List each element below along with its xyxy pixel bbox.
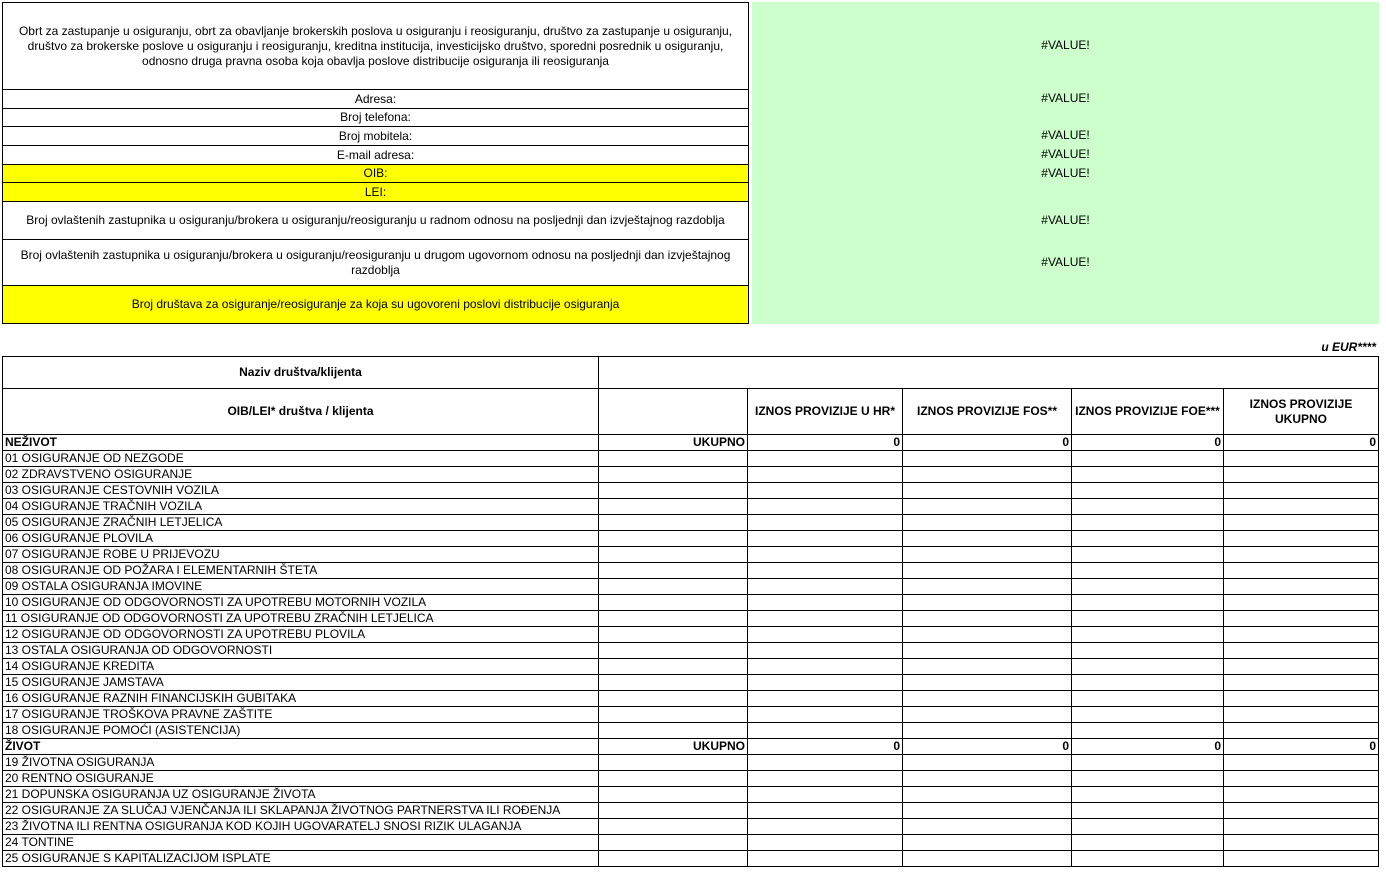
hr-cell[interactable] — [748, 499, 903, 515]
fos-cell[interactable] — [903, 803, 1072, 819]
table-row — [3, 467, 1379, 483]
total-cell[interactable] — [1224, 675, 1379, 691]
hr-cell[interactable] — [748, 467, 903, 483]
class-label: 03 OSIGURANJE CESTOVNIH VOZILA — [3, 483, 599, 499]
life-section-total-sum: 0 — [1224, 739, 1379, 755]
column-header-row — [3, 389, 1379, 435]
hr-cell[interactable] — [748, 595, 903, 611]
fos-cell[interactable] — [903, 675, 1072, 691]
hr-cell[interactable] — [748, 691, 903, 707]
hr-cell[interactable] — [748, 723, 903, 739]
table-row — [3, 579, 1379, 595]
life-section-row — [3, 739, 1379, 755]
foe-cell[interactable] — [1072, 483, 1224, 499]
col-header-total: IZNOS PROVIZIJE UKUPNO — [1224, 389, 1379, 435]
total-cell[interactable] — [1224, 483, 1379, 499]
hr-cell[interactable] — [748, 803, 903, 819]
foe-cell[interactable] — [1072, 499, 1224, 515]
life-section-hr-sum: 0 — [748, 739, 903, 755]
foe-cell[interactable] — [1072, 547, 1224, 563]
total-cell[interactable] — [1224, 515, 1379, 531]
life-section-fos-sum: 0 — [903, 739, 1072, 755]
oib-cell[interactable] — [599, 547, 748, 563]
oib-label: OIB: — [3, 165, 748, 183]
hr-cell[interactable] — [748, 627, 903, 643]
mobile-value[interactable]: #VALUE! — [1041, 128, 1090, 142]
foe-cell[interactable] — [1072, 627, 1224, 643]
fos-cell[interactable] — [903, 707, 1072, 723]
table-row — [3, 547, 1379, 563]
entity-type-value[interactable]: #VALUE! — [1041, 38, 1090, 52]
total-cell[interactable] — [1224, 851, 1379, 867]
foe-cell[interactable] — [1072, 771, 1224, 787]
table-row — [3, 755, 1379, 771]
total-cell[interactable] — [1224, 579, 1379, 595]
oib-cell[interactable] — [599, 787, 748, 803]
foe-cell[interactable] — [1072, 675, 1224, 691]
class-label: 14 OSIGURANJE KREDITA — [3, 659, 599, 675]
fos-cell[interactable] — [903, 851, 1072, 867]
total-cell[interactable] — [1224, 803, 1379, 819]
commission-table — [2, 356, 1379, 867]
class-label: 07 OSIGURANJE ROBE U PRIJEVOZU — [3, 547, 599, 563]
total-cell[interactable] — [1224, 707, 1379, 723]
total-cell[interactable] — [1224, 547, 1379, 563]
foe-cell[interactable] — [1072, 851, 1224, 867]
fos-cell[interactable] — [903, 531, 1072, 547]
oib-cell[interactable] — [599, 835, 748, 851]
foe-cell[interactable] — [1072, 467, 1224, 483]
table-row — [3, 627, 1379, 643]
oib-cell[interactable] — [599, 707, 748, 723]
oib-value[interactable]: #VALUE! — [1041, 165, 1090, 180]
table-row — [3, 595, 1379, 611]
fos-cell[interactable] — [903, 835, 1072, 851]
table-row — [3, 771, 1379, 787]
oib-cell[interactable] — [599, 579, 748, 595]
fos-cell[interactable] — [903, 547, 1072, 563]
fos-cell[interactable] — [903, 627, 1072, 643]
hr-cell[interactable] — [748, 531, 903, 547]
hr-cell[interactable] — [748, 611, 903, 627]
foe-cell[interactable] — [1072, 563, 1224, 579]
foe-cell[interactable] — [1072, 707, 1224, 723]
class-label: 19 ŽIVOTNA OSIGURANJA — [3, 755, 599, 771]
oib-cell[interactable] — [599, 755, 748, 771]
table-row — [3, 515, 1379, 531]
total-cell[interactable] — [1224, 627, 1379, 643]
fos-cell[interactable] — [903, 755, 1072, 771]
total-cell[interactable] — [1224, 835, 1379, 851]
total-cell[interactable] — [1224, 819, 1379, 835]
foe-cell[interactable] — [1072, 819, 1224, 835]
table-row — [3, 563, 1379, 579]
oib-cell[interactable] — [599, 467, 748, 483]
hr-cell[interactable] — [748, 851, 903, 867]
total-cell[interactable] — [1224, 643, 1379, 659]
oib-cell[interactable] — [599, 451, 748, 467]
oib-cell[interactable] — [599, 771, 748, 787]
client-name-row — [3, 357, 1379, 389]
class-label: 06 OSIGURANJE PLOVILA — [3, 531, 599, 547]
class-label: 24 TONTINE — [3, 835, 599, 851]
foe-cell[interactable] — [1072, 611, 1224, 627]
total-cell[interactable] — [1224, 467, 1379, 483]
col-header-fos: IZNOS PROVIZIJE FOS** — [903, 389, 1072, 435]
table-row — [3, 835, 1379, 851]
table-row — [3, 723, 1379, 739]
foe-cell[interactable] — [1072, 803, 1224, 819]
total-cell[interactable] — [1224, 595, 1379, 611]
currency-unit-note: u EUR**** — [1321, 340, 1376, 354]
total-cell[interactable] — [1224, 787, 1379, 803]
fos-cell[interactable] — [903, 611, 1072, 627]
foe-cell[interactable] — [1072, 787, 1224, 803]
foe-cell[interactable] — [1072, 723, 1224, 739]
class-label: 09 OSTALA OSIGURANJA IMOVINE — [3, 579, 599, 595]
class-label: 12 OSIGURANJE OD ODGOVORNOSTI ZA UPOTREBU PLOVILA — [3, 627, 599, 643]
foe-cell[interactable] — [1072, 691, 1224, 707]
client-oib-input[interactable] — [599, 389, 748, 435]
hr-cell[interactable] — [748, 755, 903, 771]
entity-type-label: Obrt za zastupanje u osiguranju, obrt za obavljanje brokerskih poslova u osiguranju i reosiguranju, društvo za zastupanje u osiguranju, društvo za brokerske poslove u osiguranju i reosiguranju, kreditna institucija, investicijsko društvo, sporedni posrednik u osiguranju, odnosno druga pravna osoba koja obavlja poslove distribucije osiguranja ili reosiguranja — [3, 3, 748, 90]
fos-cell[interactable] — [903, 515, 1072, 531]
fos-cell[interactable] — [903, 723, 1072, 739]
foe-cell[interactable] — [1072, 755, 1224, 771]
hr-cell[interactable] — [748, 787, 903, 803]
table-row — [3, 787, 1379, 803]
total-cell[interactable] — [1224, 531, 1379, 547]
nonlife-section-row — [3, 435, 1379, 451]
foe-cell[interactable] — [1072, 579, 1224, 595]
fos-cell[interactable] — [903, 499, 1072, 515]
oib-cell[interactable] — [599, 595, 748, 611]
oib-cell[interactable] — [599, 691, 748, 707]
foe-cell[interactable] — [1072, 835, 1224, 851]
oib-cell[interactable] — [599, 611, 748, 627]
entity-info-values — [752, 2, 1379, 324]
oib-cell[interactable] — [599, 851, 748, 867]
foe-cell[interactable] — [1072, 595, 1224, 611]
oib-cell[interactable] — [599, 723, 748, 739]
phone-value[interactable] — [752, 108, 1379, 126]
insurers-count-value[interactable] — [752, 285, 1379, 322]
class-label: 17 OSIGURANJE TROŠKOVA PRAVNE ZAŠTITE — [3, 707, 599, 723]
fos-cell[interactable] — [903, 595, 1072, 611]
table-row — [3, 643, 1379, 659]
table-row — [3, 819, 1379, 835]
client-name-input[interactable] — [599, 357, 1379, 389]
class-label: 05 OSIGURANJE ZRAČNIH LETJELICA — [3, 515, 599, 531]
insurers-count-label: Broj društava za osiguranje/reosiguranje za koja su ugovoreni poslovi distribucije osiguranja — [3, 286, 748, 323]
oib-cell[interactable] — [599, 643, 748, 659]
oib-cell[interactable] — [599, 499, 748, 515]
class-label: 16 OSIGURANJE RAZNIH FINANCIJSKIH GUBITAKA — [3, 691, 599, 707]
class-label: 20 RENTNO OSIGURANJE — [3, 771, 599, 787]
oib-cell[interactable] — [599, 627, 748, 643]
fos-cell[interactable] — [903, 467, 1072, 483]
table-row — [3, 691, 1379, 707]
col-header-hr: IZNOS PROVIZIJE U HR* — [748, 389, 903, 435]
class-label: 11 OSIGURANJE OD ODGOVORNOSTI ZA UPOTREBU ZRAČNIH LETJELICA — [3, 611, 599, 627]
class-label: 04 OSIGURANJE TRAČNIH VOZILA — [3, 499, 599, 515]
hr-cell[interactable] — [748, 643, 903, 659]
class-label: 15 OSIGURANJE JAMSTAVA — [3, 675, 599, 691]
table-row — [3, 611, 1379, 627]
class-label: 10 OSIGURANJE OD ODGOVORNOSTI ZA UPOTREBU MOTORNIH VOZILA — [3, 595, 599, 611]
class-label: 01 OSIGURANJE OD NEZGODE — [3, 451, 599, 467]
total-cell[interactable] — [1224, 499, 1379, 515]
class-label: 21 DOPUNSKA OSIGURANJA UZ OSIGURANJE ŽIVOTA — [3, 787, 599, 803]
hr-cell[interactable] — [748, 563, 903, 579]
client-oib-label: OIB/LEI* društva / klijenta — [3, 389, 599, 435]
foe-cell[interactable] — [1072, 643, 1224, 659]
total-cell[interactable] — [1224, 723, 1379, 739]
hr-cell[interactable] — [748, 547, 903, 563]
oib-cell[interactable] — [599, 531, 748, 547]
fos-cell[interactable] — [903, 451, 1072, 467]
nonlife-section-label: NEŽIVOT — [3, 435, 599, 451]
hr-cell[interactable] — [748, 579, 903, 595]
address-value[interactable]: #VALUE! — [1041, 91, 1090, 105]
hr-cell[interactable] — [748, 707, 903, 723]
fos-cell[interactable] — [903, 483, 1072, 499]
life-section-label: ŽIVOT — [3, 739, 599, 755]
client-name-label: Naziv društva/klijenta — [3, 357, 599, 389]
total-cell[interactable] — [1224, 563, 1379, 579]
class-label: 13 OSTALA OSIGURANJA OD ODGOVORNOSTI — [3, 643, 599, 659]
nonlife-section-foe-sum: 0 — [1072, 435, 1224, 451]
class-label: 18 OSIGURANJE POMOĆI (ASISTENCIJA) — [3, 723, 599, 739]
table-row — [3, 675, 1379, 691]
hr-cell[interactable] — [748, 835, 903, 851]
total-cell[interactable] — [1224, 691, 1379, 707]
hr-cell[interactable] — [748, 771, 903, 787]
fos-cell[interactable] — [903, 659, 1072, 675]
email-value[interactable]: #VALUE! — [1041, 147, 1090, 161]
agents-contract-value[interactable]: #VALUE! — [1041, 254, 1090, 269]
total-cell[interactable] — [1224, 451, 1379, 467]
nonlife-section-total-sum: 0 — [1224, 435, 1379, 451]
hr-cell[interactable] — [748, 819, 903, 835]
fos-cell[interactable] — [903, 787, 1072, 803]
class-label: 25 OSIGURANJE S KAPITALIZACIJOM ISPLATE — [3, 851, 599, 867]
table-row — [3, 851, 1379, 867]
total-cell[interactable] — [1224, 771, 1379, 787]
fos-cell[interactable] — [903, 643, 1072, 659]
fos-cell[interactable] — [903, 563, 1072, 579]
address-label: Adresa: — [3, 90, 748, 109]
fos-cell[interactable] — [903, 771, 1072, 787]
hr-cell[interactable] — [748, 483, 903, 499]
class-label: 08 OSIGURANJE OD POŽARA I ELEMENTARNIH ŠTETA — [3, 563, 599, 579]
entity-info-labels — [2, 2, 749, 324]
oib-cell[interactable] — [599, 659, 748, 675]
hr-cell[interactable] — [748, 659, 903, 675]
oib-cell[interactable] — [599, 515, 748, 531]
table-row — [3, 659, 1379, 675]
table-row — [3, 499, 1379, 515]
oib-cell[interactable] — [599, 563, 748, 579]
table-row — [3, 483, 1379, 499]
oib-cell[interactable] — [599, 819, 748, 835]
phone-label: Broj telefona: — [3, 109, 748, 127]
table-row — [3, 803, 1379, 819]
col-header-foe: IZNOS PROVIZIJE FOE*** — [1072, 389, 1224, 435]
foe-cell[interactable] — [1072, 451, 1224, 467]
foe-cell[interactable] — [1072, 531, 1224, 547]
lei-value[interactable] — [752, 182, 1379, 201]
nonlife-section-hr-sum: 0 — [748, 435, 903, 451]
lei-label: LEI: — [3, 183, 748, 202]
table-row — [3, 531, 1379, 547]
fos-cell[interactable] — [903, 819, 1072, 835]
nonlife-section-fos-sum: 0 — [903, 435, 1072, 451]
foe-cell[interactable] — [1072, 659, 1224, 675]
total-cell[interactable] — [1224, 659, 1379, 675]
agents-employment-label: Broj ovlaštenih zastupnika u osiguranju/brokera u osiguranju/reosiguranju u radnom odnosu na posljednji dan izvještajnog razdoblja — [3, 202, 748, 240]
total-cell[interactable] — [1224, 755, 1379, 771]
foe-cell[interactable] — [1072, 515, 1224, 531]
email-label: E-mail adresa: — [3, 146, 748, 165]
class-label: 02 ZDRAVSTVENO OSIGURANJE — [3, 467, 599, 483]
fos-cell[interactable] — [903, 579, 1072, 595]
life-section-total-label: UKUPNO — [599, 739, 748, 755]
class-label: 22 OSIGURANJE ZA SLUČAJ VJENČANJA ILI SKLAPANJA ŽIVOTNOG PARTNERSTVA ILI ROĐENJA — [3, 803, 599, 819]
hr-cell[interactable] — [748, 675, 903, 691]
life-section-foe-sum: 0 — [1072, 739, 1224, 755]
total-cell[interactable] — [1224, 611, 1379, 627]
oib-cell[interactable] — [599, 803, 748, 819]
table-row — [3, 451, 1379, 467]
table-row — [3, 707, 1379, 723]
fos-cell[interactable] — [903, 691, 1072, 707]
hr-cell[interactable] — [748, 515, 903, 531]
agents-employment-value[interactable]: #VALUE! — [1041, 212, 1090, 227]
oib-cell[interactable] — [599, 675, 748, 691]
oib-cell[interactable] — [599, 483, 748, 499]
agents-contract-label: Broj ovlaštenih zastupnika u osiguranju/brokera u osiguranju/reosiguranju u drugom ugovornom odnosu na posljednji dan izvještajnog razdoblja — [3, 240, 748, 286]
nonlife-section-total-label: UKUPNO — [599, 435, 748, 451]
mobile-label: Broj mobitela: — [3, 127, 748, 146]
class-label: 23 ŽIVOTNA ILI RENTNA OSIGURANJA KOD KOJIH UGOVARATELJ SNOSI RIZIK ULAGANJA — [3, 819, 599, 835]
hr-cell[interactable] — [748, 451, 903, 467]
